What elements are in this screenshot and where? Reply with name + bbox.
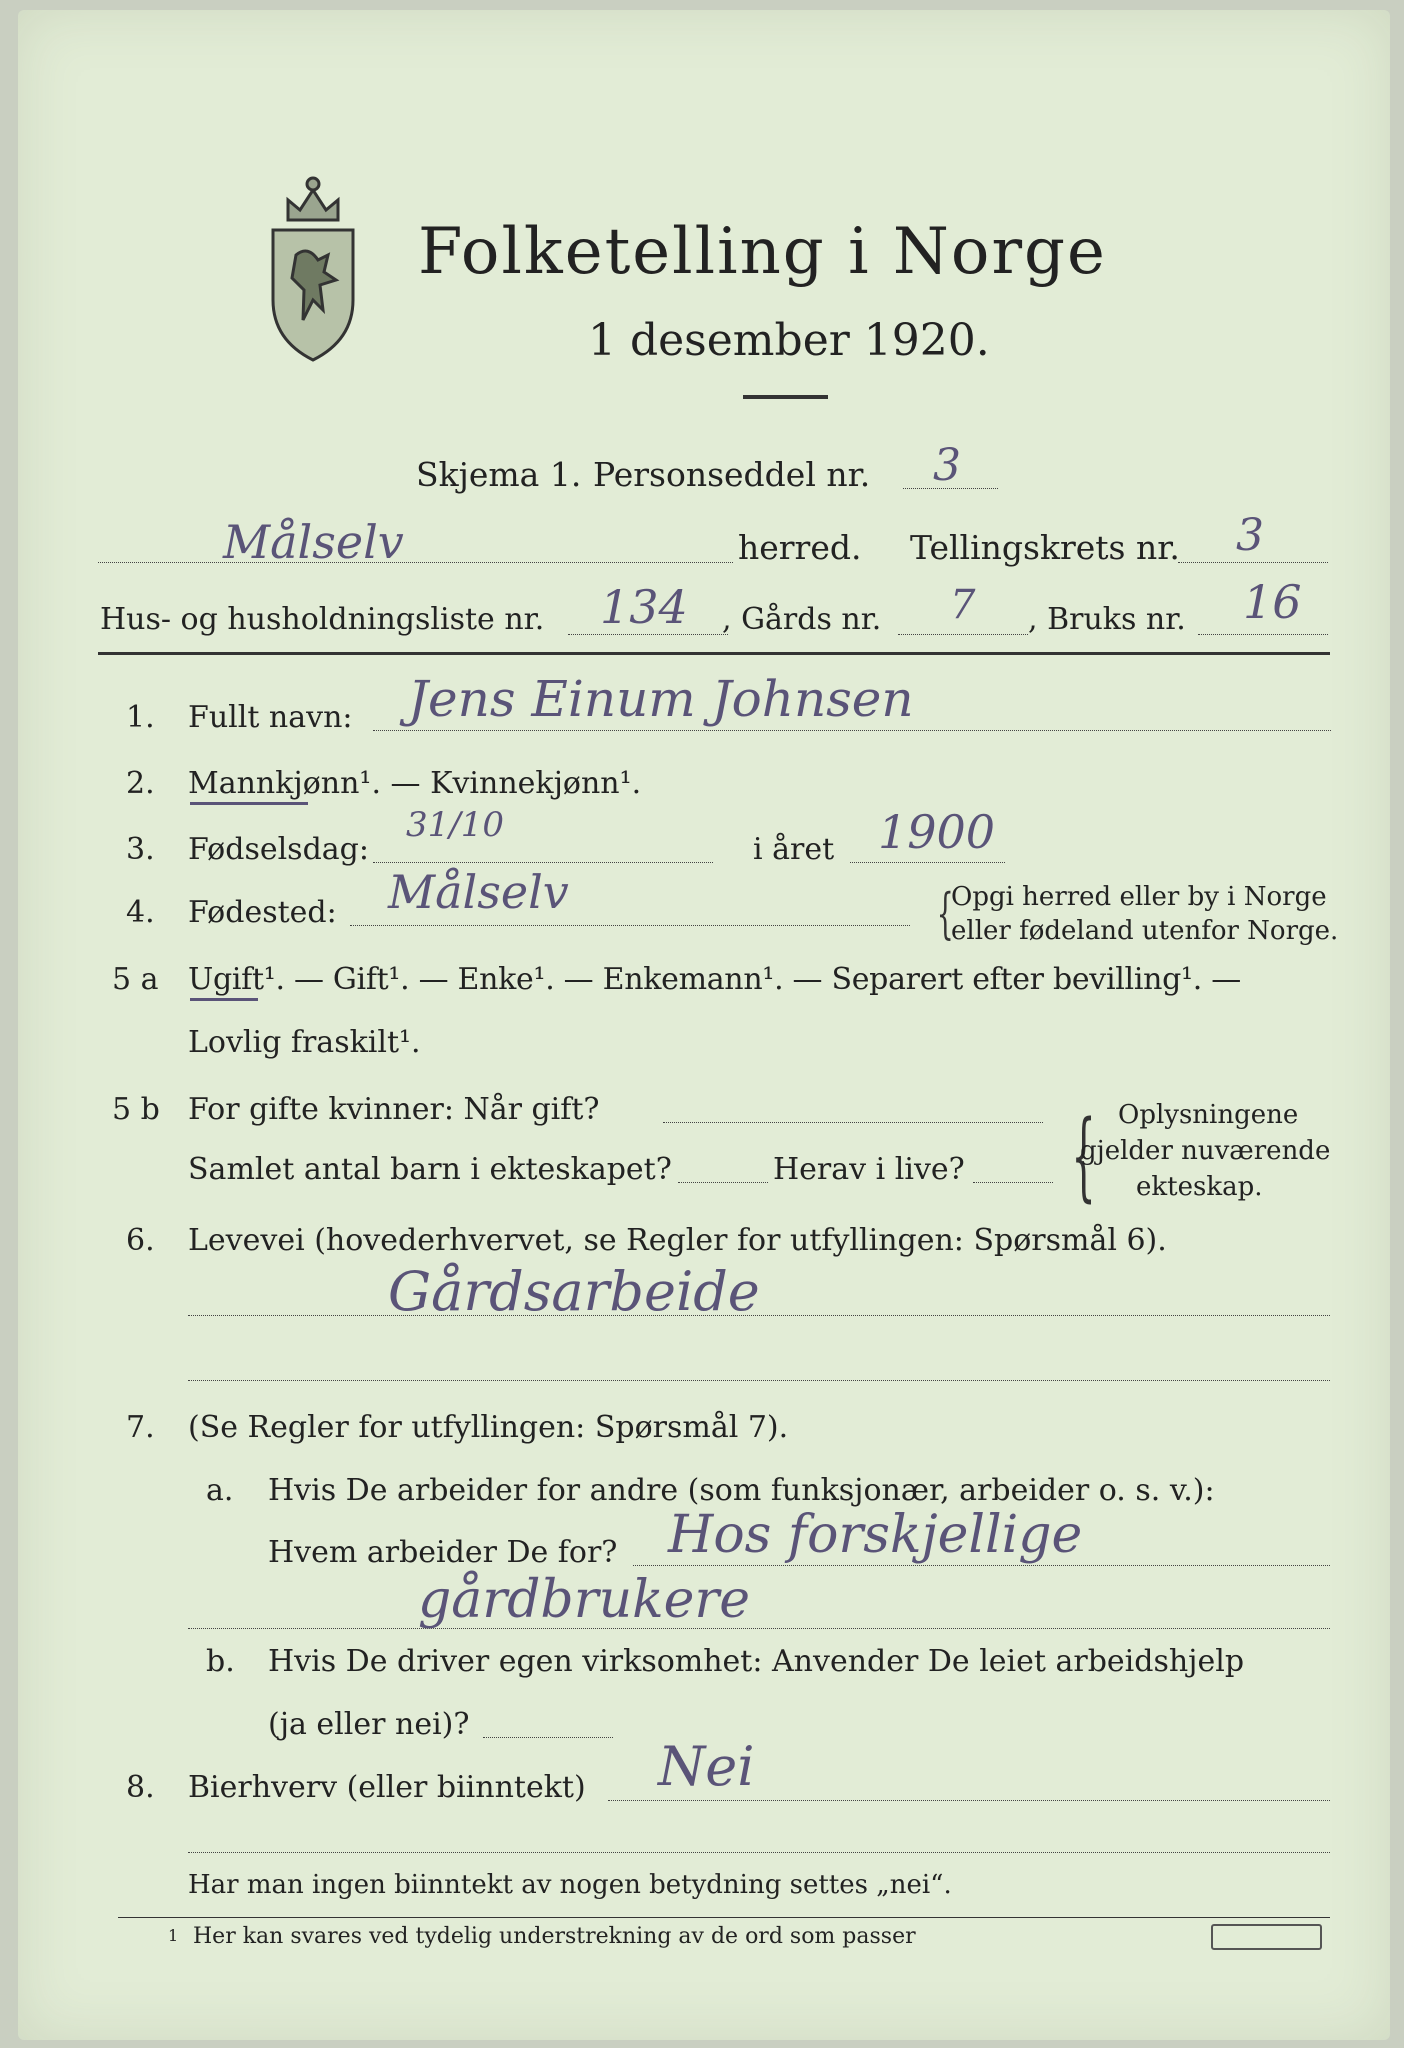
q1-label: Fullt navn: (188, 700, 353, 735)
census-form-sheet (18, 10, 1390, 2040)
tellingskrets-value[interactable]: 3 (1236, 510, 1264, 561)
footnote-mark: 1 (168, 1926, 179, 1945)
footer-note: Har man ingen biinntekt av nogen betydning settes „nei“. (188, 1870, 952, 1900)
bruks-line (1198, 634, 1328, 635)
q4-note-line2: eller fødeland utenfor Norge. (951, 916, 1339, 946)
marital-underline-mark (190, 998, 258, 1001)
bruks-value[interactable]: 16 (1243, 575, 1302, 629)
header-rule (98, 652, 1330, 655)
herred-line (98, 562, 733, 563)
herred-value[interactable]: Målselv (223, 515, 404, 569)
footnote-text: Her kan svares ved tydelig understrekning av de ord som passer (193, 1924, 916, 1949)
q1-line (373, 730, 1331, 731)
q5b-alive-label: Herav i live? (773, 1152, 965, 1187)
occupation-line1 (188, 1315, 1330, 1316)
hus-value[interactable]: 134 (600, 580, 688, 634)
birthday-line (373, 862, 713, 863)
printer-mark-icon (1211, 1924, 1322, 1950)
alive-line (973, 1182, 1053, 1183)
gards-label: , Gårds nr. (722, 602, 882, 637)
side-income-line1 (608, 1800, 1330, 1801)
q6-label: Levevei (hovederhvervet, se Regler for utfyllingen: Spørsmål 6). (188, 1223, 1167, 1258)
hired-help-line (483, 1737, 613, 1738)
herred-label: herred. (738, 528, 862, 567)
married-when-line (663, 1122, 1043, 1123)
personseddel-label: Personseddel nr. (593, 455, 871, 494)
tellingskrets-line (1178, 562, 1328, 563)
q7b-letter: b. (206, 1644, 235, 1679)
full-name-value[interactable]: Jens Einum Johnsen (408, 670, 914, 728)
occupation-value[interactable]: Gårdsarbeide (388, 1260, 760, 1323)
hus-line (568, 634, 728, 635)
form-title: Folketelling i Norge (418, 215, 1107, 289)
hus-label: Hus- og husholdningsliste nr. (100, 602, 545, 637)
occupation-line2 (188, 1380, 1330, 1381)
birthyear-value[interactable]: 1900 (878, 805, 996, 859)
q5b-note-line1: Oplysningene (1118, 1100, 1299, 1130)
q3-label: Fødselsdag: (188, 832, 369, 867)
q8-number: 8. (126, 1770, 155, 1805)
employer-value-line2[interactable]: gårdbrukere (418, 1570, 750, 1630)
employer-line2 (188, 1628, 1330, 1629)
side-income-line2 (188, 1852, 1330, 1853)
q7b-line1: Hvis De driver egen virksomhet: Anvender De leiet arbeidshjelp (268, 1644, 1245, 1679)
q8-label: Bierhverv (eller biinntekt) (188, 1770, 586, 1805)
q7a-line2: Hvem arbeider De for? (268, 1535, 618, 1570)
bruks-label: , Bruks nr. (1028, 602, 1186, 637)
q3-year-label: i året (753, 832, 835, 867)
q5b-note-line2: gjelder nuværende (1080, 1136, 1331, 1166)
coat-of-arms-icon (258, 160, 368, 370)
form-date: 1 desember 1920. (588, 315, 990, 366)
q4-number: 4. (126, 895, 155, 930)
q7a-line1: Hvis De arbeider for andre (som funksjonær, arbeider o. s. v.): (268, 1473, 1215, 1508)
q7-label: (Se Regler for utfyllingen: Spørsmål 7). (188, 1410, 789, 1445)
q5b-note-line3: ekteskap. (1136, 1172, 1263, 1202)
birthyear-line (850, 862, 1005, 863)
skjema-label: Skjema 1. (416, 455, 582, 494)
gender-underline-mark (190, 802, 308, 805)
birthplace-value[interactable]: Målselv (388, 865, 569, 919)
q7a-letter: a. (206, 1473, 234, 1508)
q7b-line2: (ja eller nei)? (268, 1707, 470, 1742)
q4-note-line1: Opgi herred eller by i Norge (951, 882, 1327, 912)
side-income-value[interactable]: Nei (658, 1735, 755, 1798)
q5b-line1: For gifte kvinner: Når gift? (188, 1092, 600, 1127)
children-line (678, 1182, 768, 1183)
q1-number: 1. (126, 700, 155, 735)
marital-status-options[interactable]: Ugift¹. — Gift¹. — Enke¹. — Enkemann¹. — Separert efter bevilling¹. — (188, 962, 1241, 997)
q4-label: Fødested: (188, 895, 337, 930)
gards-line (898, 634, 1028, 635)
tellingskrets-label: Tellingskrets nr. (910, 528, 1180, 567)
q5b-children-label: Samlet antal barn i ekteskapet? (188, 1152, 672, 1187)
q5a-number: 5 a (112, 962, 159, 997)
q2-number: 2. (126, 766, 155, 801)
employer-line1 (633, 1565, 1330, 1566)
q7-number: 7. (126, 1410, 155, 1445)
q5b-number: 5 b (112, 1092, 160, 1127)
q5b-brace: { (1071, 1100, 1096, 1212)
employer-value-line1[interactable]: Hos forskjellige (668, 1505, 1083, 1565)
birthplace-line (350, 925, 910, 926)
birthday-value[interactable]: 31/10 (406, 805, 504, 845)
q6-number: 6. (126, 1223, 155, 1258)
gender-options[interactable]: Mannkjønn¹. — Kvinnekjønn¹. (188, 766, 642, 801)
gards-value[interactable]: 7 (950, 582, 976, 628)
title-divider (743, 395, 828, 399)
marital-status-line2: Lovlig fraskilt¹. (188, 1025, 421, 1060)
q3-number: 3. (126, 832, 155, 867)
q4-brace: { (936, 882, 954, 945)
footnote-rule (118, 1917, 1330, 1918)
personseddel-value[interactable]: 3 (933, 440, 961, 491)
